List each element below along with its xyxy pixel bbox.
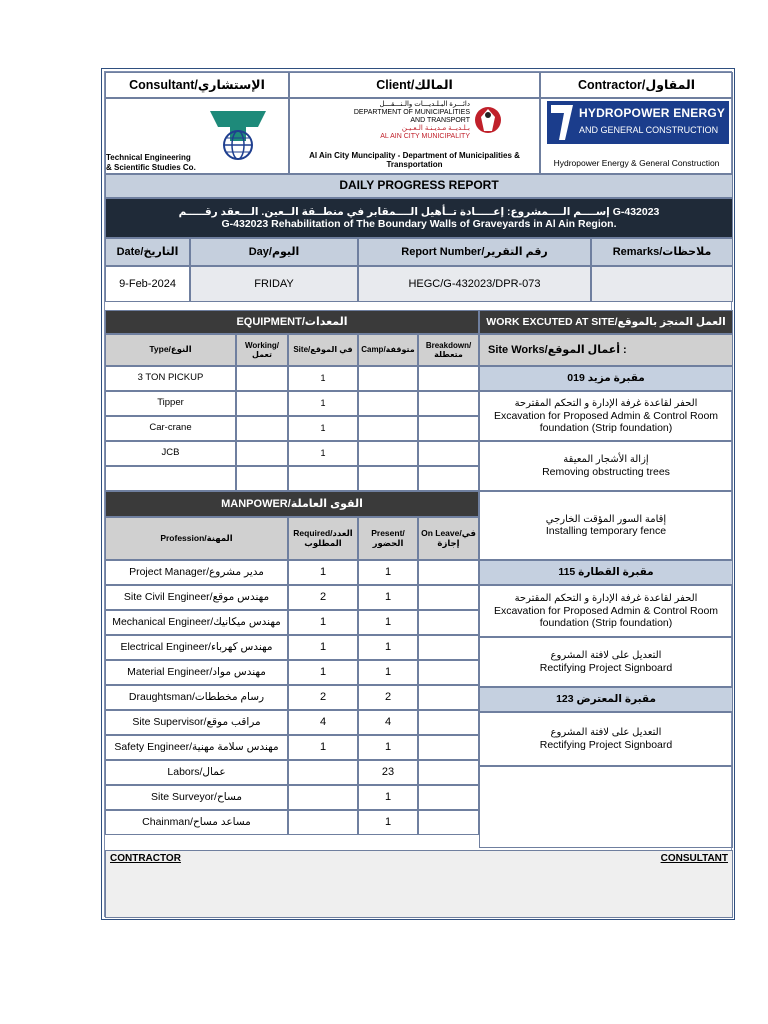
consultant-cell [105, 98, 289, 174]
mp-leave-header: On Leave/في إجازة [418, 517, 479, 560]
work-item [479, 391, 733, 441]
mp-required [288, 760, 358, 785]
consultant-logo-icon [206, 105, 270, 161]
consultant-name-line1: Technical Engineering [106, 153, 191, 162]
contractor-label: Contractor/المقاول [540, 72, 733, 98]
mp-profession: Draughtsman/رسام مخططات [105, 685, 288, 710]
mp-profession: Site Surveyor/مساح [105, 785, 288, 810]
work-item-ar: الحفر لقاعدة غرفة الإدارة و التحكم المقترحة [514, 593, 698, 605]
contractor-logo [547, 101, 729, 144]
mp-present: 2 [358, 685, 418, 710]
project-title-en: G-432023 Rehabilitation of The Boundary Walls of Graveyards in Al Ain Region. [221, 218, 617, 230]
work-item-en: Rectifying Project Signboard [539, 738, 673, 751]
mp-profession: Electrical Engineer/مهندس كهرباء [105, 635, 288, 660]
equip-breakdown [418, 466, 479, 491]
equip-type: 3 TON PICKUP [105, 366, 236, 391]
equip-site: 1 [288, 441, 358, 466]
client-logo-ar-line2: بـلـديــة مـديـنـة الـعـيـن [401, 125, 470, 133]
work-empty-cell [479, 766, 733, 848]
mp-present-header: Present/ الحضور [358, 517, 418, 560]
work-item-en: Excavation for Proposed Admin & Control Room foundation (Strip foundation) [493, 604, 719, 629]
equip-breakdown-header: Breakdown/ متعطلة [418, 334, 479, 366]
client-cell [289, 98, 540, 174]
client-logo-en-line3: AL AIN CITY MUNICIPALITY [380, 133, 470, 141]
mp-required: 2 [288, 585, 358, 610]
signature-area [105, 850, 733, 918]
mp-leave [418, 760, 479, 785]
mp-profession: Safety Engineer/مهندس سلامة مهنية [105, 735, 288, 760]
remarks-label: Remarks/ملاحظات [591, 238, 733, 266]
work-item-en: Removing obstructing trees [542, 465, 670, 478]
equip-working [236, 441, 288, 466]
site-heading-115: مقبرة القطارة 115 [479, 560, 733, 585]
equip-type: Tipper [105, 391, 236, 416]
day-value: FRIDAY [190, 266, 358, 302]
mp-present: 1 [358, 635, 418, 660]
mp-required: 1 [288, 560, 358, 585]
mp-present: 1 [358, 610, 418, 635]
work-item-en: Excavation for Proposed Admin & Control Room foundation (Strip foundation) [493, 409, 719, 434]
work-item-ar: إقامة السور المؤقت الخارجي [545, 513, 667, 525]
remarks-value [591, 266, 733, 302]
mp-leave [418, 660, 479, 685]
equip-working-header: Working/ تعمل [236, 334, 288, 366]
equip-type-header: Type/النوع [105, 334, 236, 366]
mp-present: 1 [358, 785, 418, 810]
equip-camp [358, 391, 418, 416]
mp-present: 1 [358, 810, 418, 835]
work-item-ar: إزالة الأشجار المعيقة [563, 454, 649, 466]
equip-type [105, 466, 236, 491]
mp-profession: Site Civil Engineer/مهندس موقع [105, 585, 288, 610]
equip-working [236, 391, 288, 416]
mp-required: 1 [288, 610, 358, 635]
equip-site: 1 [288, 366, 358, 391]
date-value: 9-Feb-2024 [105, 266, 190, 302]
mp-leave [418, 785, 479, 810]
equip-site: 1 [288, 416, 358, 441]
equip-breakdown [418, 416, 479, 441]
mp-profession: Project Manager/مدير مشروع [105, 560, 288, 585]
equip-camp [358, 466, 418, 491]
mp-required: 2 [288, 685, 358, 710]
consultant-signature-label: CONSULTANT [660, 853, 728, 864]
mp-required: 1 [288, 735, 358, 760]
daily-progress-report [101, 68, 735, 920]
mp-leave [418, 635, 479, 660]
mp-profession: Material Engineer/مهندس مواد [105, 660, 288, 685]
manpower-title: MANPOWER/القوى العاملة [105, 491, 479, 517]
mp-leave [418, 560, 479, 585]
mp-present: 1 [358, 660, 418, 685]
falcon-emblem-icon [473, 103, 503, 139]
mp-leave [418, 685, 479, 710]
work-item [479, 441, 733, 491]
works-title: WORK EXCUTED AT SITE/العمل المنجز بالموقع [479, 310, 733, 334]
work-item-en: Rectifying Project Signboard [539, 661, 673, 674]
work-item [479, 585, 733, 637]
client-logo-en-line1: DEPARTMENT OF MUNICIPALITIES [353, 109, 470, 117]
report-frame [104, 71, 732, 917]
work-item [479, 491, 733, 560]
equip-working [236, 466, 288, 491]
hydropower-logo-icon [549, 103, 575, 142]
equipment-title: EQUIPMENT/المعدات [105, 310, 479, 334]
equip-camp [358, 416, 418, 441]
date-label: Date/التاريخ [105, 238, 190, 266]
equip-breakdown [418, 441, 479, 466]
client-label: Client/المالك [289, 72, 540, 98]
client-name: Al Ain City Muncipality - Department of Municipalities & Transportation [309, 151, 520, 170]
equip-type: Car-crane [105, 416, 236, 441]
mp-present: 1 [358, 585, 418, 610]
mp-present: 4 [358, 710, 418, 735]
contractor-logo-line2: AND GENERAL CONSTRUCTION [579, 125, 719, 135]
mp-profession: Mechanical Engineer/مهندس ميكانيك [105, 610, 288, 635]
mp-present: 1 [358, 735, 418, 760]
site-heading-019: مقبرة مزيد 019 [479, 366, 733, 391]
contractor-name: Hydropower Energy & General Construction [553, 158, 720, 168]
mp-profession: Site Supervisor/مراقب موقع [105, 710, 288, 735]
work-item-ar: التعديل على لافتة المشروع [550, 727, 662, 739]
consultant-label: Consultant/الإستشاري [105, 72, 289, 98]
client-logo-en-line2: AND TRANSPORT [410, 117, 470, 125]
mp-leave [418, 735, 479, 760]
work-item [479, 637, 733, 687]
equip-camp [358, 366, 418, 391]
mp-required: 4 [288, 710, 358, 735]
mp-required-header: Required/العدد المطلوب [288, 517, 358, 560]
report-title: DAILY PROGRESS REPORT [105, 174, 733, 198]
consultant-name-line2: & Scientific Studies Co. [106, 162, 196, 172]
mp-required [288, 785, 358, 810]
site-works-header: Site Works/أعمال الموقع : [479, 334, 733, 366]
equip-site [288, 466, 358, 491]
project-title [105, 198, 733, 238]
report-number-value: HEGC/G-432023/DPR-073 [358, 266, 591, 302]
mp-required [288, 810, 358, 835]
day-label: Day/اليوم [190, 238, 358, 266]
work-item-en: Installing temporary fence [545, 525, 667, 538]
contractor-cell [540, 98, 733, 174]
equip-site: 1 [288, 391, 358, 416]
mp-required: 1 [288, 635, 358, 660]
mp-present: 23 [358, 760, 418, 785]
mp-required: 1 [288, 660, 358, 685]
equip-type: JCB [105, 441, 236, 466]
report-number-label: Report Number/رقم التقرير [358, 238, 591, 266]
work-item-ar: التعديل على لافتة المشروع [550, 650, 662, 662]
mp-leave [418, 585, 479, 610]
site-heading-123: مقبرة المعترض 123 [479, 687, 733, 712]
equip-camp [358, 441, 418, 466]
mp-profession: Chainman/مساعد مساح [105, 810, 288, 835]
equip-breakdown [418, 366, 479, 391]
contractor-signature-label: CONTRACTOR [110, 853, 181, 864]
equip-working [236, 366, 288, 391]
mp-leave [418, 610, 479, 635]
mp-present: 1 [358, 560, 418, 585]
equip-site-header: Site/في الموقع [288, 334, 358, 366]
equip-working [236, 416, 288, 441]
client-logo-ar-line1: دائـــرة البـلـديـــات والـنـــقـــل [379, 101, 470, 108]
work-item-ar: الحفر لقاعدة غرفة الإدارة و التحكم المقترحة [514, 398, 698, 410]
mp-leave [418, 810, 479, 835]
work-item [479, 712, 733, 766]
mp-profession: Labors/عمال [105, 760, 288, 785]
contractor-logo-line1: HYDROPOWER ENERGY [579, 106, 726, 120]
equip-camp-header: Camp/متوقفة [358, 334, 418, 366]
mp-leave [418, 710, 479, 735]
equip-breakdown [418, 391, 479, 416]
mp-profession-header: Profession/المهنة [105, 517, 288, 560]
project-title-ar: G-432023 إســــم الــــمشروع: إعـــــادة تــأهيل الــــمقابر في منطــقة الــعين. الـــعقد رقـــــم [178, 205, 660, 218]
